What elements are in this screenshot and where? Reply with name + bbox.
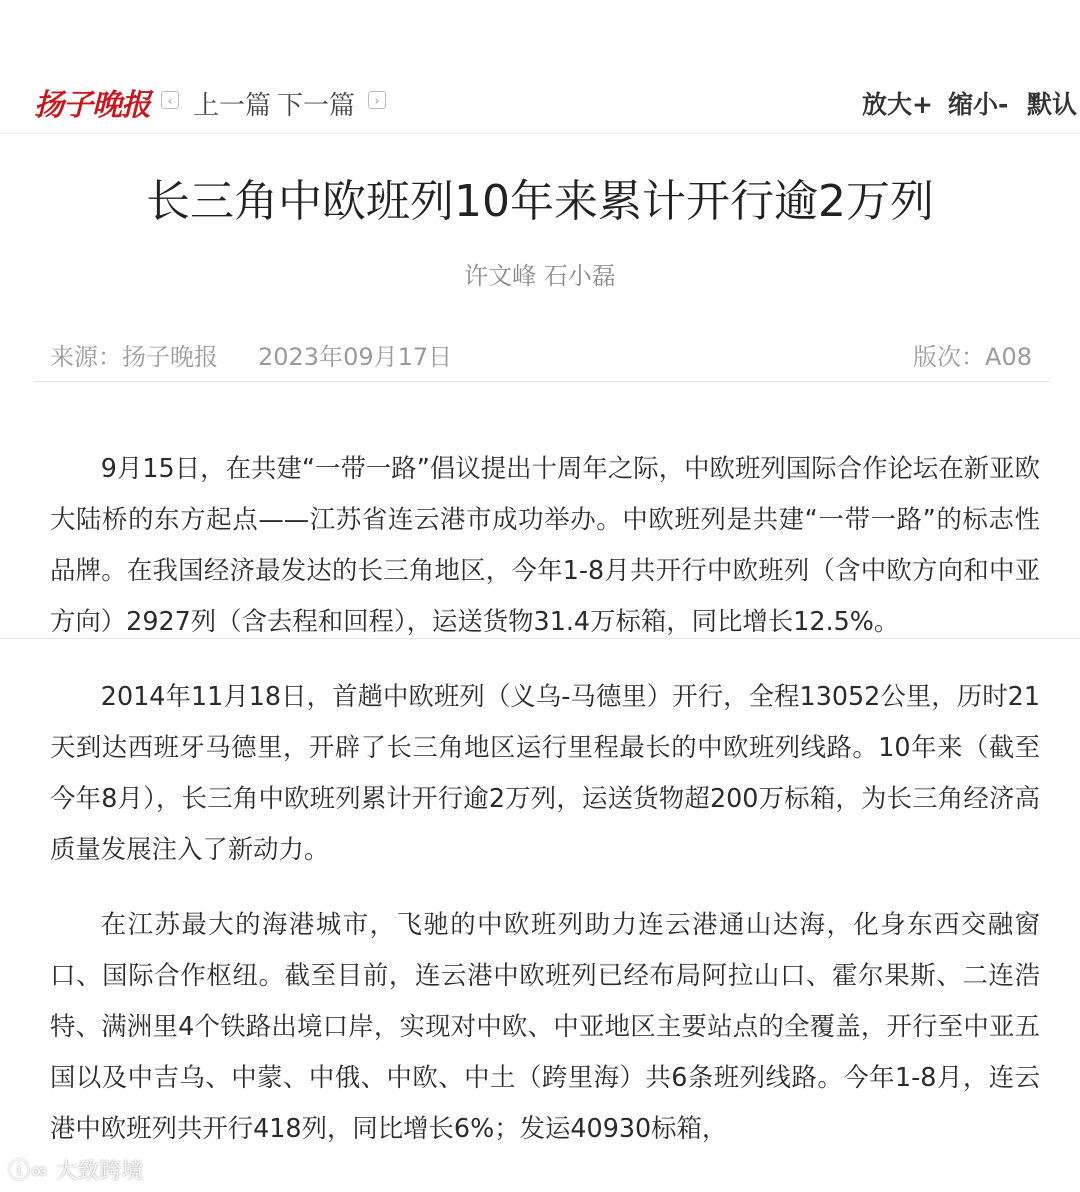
next-article-link[interactable]: 下一篇: [277, 91, 356, 121]
top-toolbar: [0, 0, 1080, 134]
chevron-right-icon[interactable]: ›: [368, 91, 386, 109]
newspaper-logo[interactable]: 扬子晚报: [34, 88, 150, 123]
article-paragraph: 9月15日，在共建“一带一路”倡议提出十周年之际，中欧班列国际合作论坛在新亚欧大陆桥的东方起点——江苏省连云港市成功举办。中欧班列是共建“一带一路”的标志性品牌。在我国经济最发达的长三角地区，今年1-8月共开行中欧班列（含中欧方向和中亚方向）2927列（含去程和回程），运送货物31.4万标箱，同比增长12.5%。: [50, 453, 1040, 636]
article-authors: 许文峰 石小磊: [464, 262, 616, 290]
article-title: 长三角中欧班列10年来累计开行逾2万列: [146, 176, 934, 227]
article-paragraph: 在江苏最大的海港城市，飞驰的中欧班列助力连云港通山达海，化身东西交融窗口、国际合作枢纽。截至目前，连云港中欧班列已经布局阿拉山口、霍尔果斯、二连浩特、满洲里4个铁路出境口岸，实现对中欧、中亚地区主要站点的全覆盖，开行至中亚五国以及中吉乌、中蒙、中俄、中欧、中土（跨里海）共6条班列线路。今年1-8月，连云港中欧班列共开行418列，同比增长6%；发运40930标箱，: [50, 909, 1040, 1143]
zoom-in-button[interactable]: 放大+: [862, 90, 933, 119]
watermark-logo: ⓘ∞ 大致跨境: [8, 1159, 144, 1184]
article-paragraph: 2014年11月18日，首趟中欧班列（义乌-马德里）开行，全程13052公里，历时21天到达西班牙马德里，开辟了长三角地区运行里程最长的中欧班列线路。10年来（截至今年8月），长三角中欧班列累计开行逾2万列，运送货物超200万标箱，为长三角经济高质量发展注入了新动力。: [50, 681, 1040, 864]
zoom-out-button[interactable]: 缩小-: [948, 90, 1009, 119]
meta-divider: [34, 381, 1050, 382]
article-source: 来源：扬子晚报: [50, 343, 218, 371]
prev-article-link[interactable]: 上一篇: [193, 91, 272, 121]
article-date: 2023年09月17日: [258, 343, 453, 371]
article-body: [50, 443, 1040, 1178]
article-edition: 版次：A08: [913, 343, 1032, 371]
zoom-default-button[interactable]: 默认: [1027, 90, 1078, 119]
chevron-left-icon[interactable]: ‹: [161, 91, 179, 109]
